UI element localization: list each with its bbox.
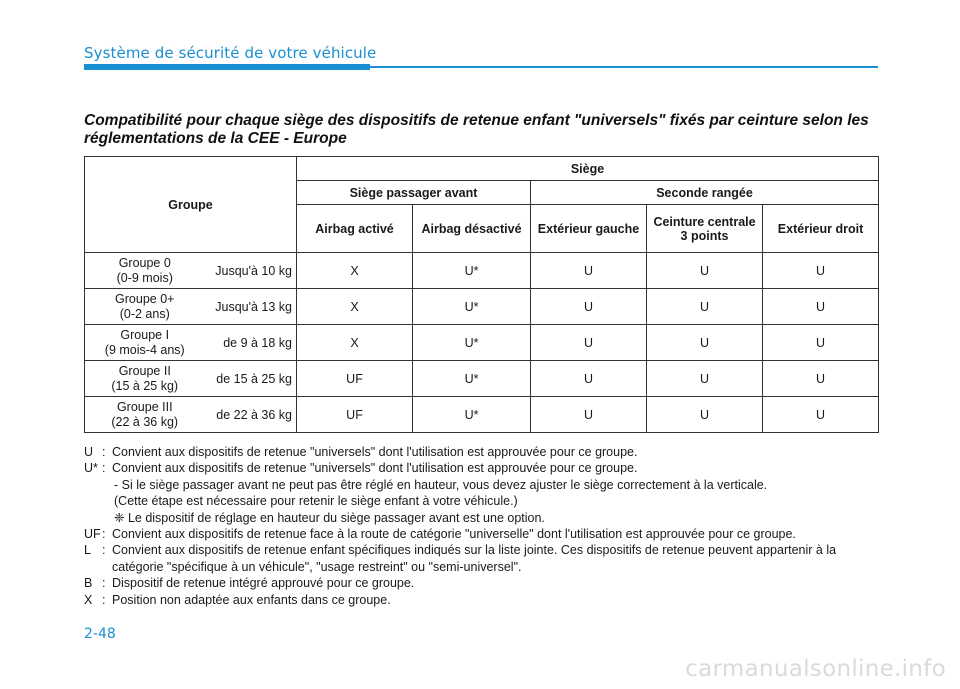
legend-item: U* : Convient aux dispositifs de retenue "universels" dont l'utilisation est approuvée pour ce groupe.	[84, 460, 884, 476]
legend-text: Convient aux dispositifs de retenue "universels" dont l'utilisation est approuvée pour ce groupe.	[112, 445, 638, 459]
header-rule-accent	[84, 64, 370, 70]
value-cell: U	[763, 325, 879, 361]
group-cell: Groupe III (22 à 36 kg)	[85, 397, 205, 433]
weight-cell: de 9 à 18 kg	[205, 325, 297, 361]
value-cell: U	[763, 253, 879, 289]
weight-cell: de 22 à 36 kg	[205, 397, 297, 433]
group-cell: Groupe II (15 à 25 kg)	[85, 361, 205, 397]
legend-text: Convient aux dispositifs de retenue face à la route de catégorie "universelle" dont l'utilisation est approuvée pour ce groupe.	[112, 527, 796, 542]
value-cell: X	[297, 253, 413, 289]
legend-item: L : Convient aux dispositifs de retenue enfant spécifiques indiqués sur la liste jointe. Ces dispositifs de retenue peuvent appartenir à la catégorie "spécifique à un véhicule", "usage restreint" ou "semi-universel".	[84, 542, 884, 575]
legend-item: U : Convient aux dispositifs de retenue "universels" dont l'utilisation est approuvée pour ce groupe.	[84, 444, 884, 460]
value-cell: U	[647, 289, 763, 325]
value-cell: U	[531, 289, 647, 325]
value-cell: U*	[413, 397, 531, 433]
legend-text: Dispositif de retenue intégré approuvé pour ce groupe.	[112, 576, 415, 591]
legend-key: U	[84, 445, 94, 459]
weight-cell: Jusqu'à 10 kg	[205, 253, 297, 289]
option-note: ❈ Le dispositif de réglage en hauteur du siège passager avant est une option.	[114, 510, 545, 525]
value-cell: U	[531, 325, 647, 361]
value-cell: U	[531, 253, 647, 289]
value-cell: U	[531, 397, 647, 433]
header-outer-right: Extérieur droit	[763, 205, 879, 253]
weight-cell: de 15 à 25 kg	[205, 361, 297, 397]
table-row	[85, 253, 879, 289]
compatibility-table	[84, 156, 879, 433]
weight-cell: Jusqu'à 13 kg	[205, 289, 297, 325]
legend-notes	[84, 444, 884, 608]
group-cell: Groupe 0 (0-9 mois)	[85, 253, 205, 289]
value-cell: U	[763, 289, 879, 325]
value-cell: UF	[297, 361, 413, 397]
header-group: Groupe	[85, 157, 297, 253]
value-cell: U	[763, 361, 879, 397]
document-title: Compatibilité pour chaque siège des dispositifs de retenue enfant "universels" fixés par ceinture selon les réglementations de la CEE - Europe	[84, 112, 869, 147]
value-cell: U	[531, 361, 647, 397]
group-cell: Groupe 0+ (0-2 ans)	[85, 289, 205, 325]
value-cell: U	[647, 253, 763, 289]
value-cell: U*	[413, 325, 531, 361]
table-row	[85, 397, 879, 433]
legend-key: U*	[84, 461, 98, 476]
value-cell: X	[297, 289, 413, 325]
legend-text: Position non adaptée aux enfants dans ce groupe.	[112, 592, 391, 607]
page-number: 2-48	[84, 626, 116, 642]
header-airbag-on: Airbag activé	[297, 205, 413, 253]
legend-subnote: - Si le siège passager avant ne peut pas être réglé en hauteur, vous devez ajuster le siège correctement à la verticale.	[114, 477, 768, 492]
value-cell: UF	[297, 397, 413, 433]
header-airbag-off: Airbag désactivé	[413, 205, 531, 253]
value-cell: U	[647, 361, 763, 397]
table-row	[85, 361, 879, 397]
header-center-belt: Ceinture centrale 3 points	[647, 205, 763, 253]
header-front-seat: Siège passager avant	[297, 181, 531, 205]
legend-item: B : Dispositif de retenue intégré approuvé pour ce groupe.	[84, 575, 884, 591]
legend-key: X	[84, 592, 93, 607]
group-cell: Groupe I (9 mois-4 ans)	[85, 325, 205, 361]
value-cell: U*	[413, 361, 531, 397]
legend-item: X : Position non adaptée aux enfants dans ce groupe.	[84, 592, 884, 608]
legend-key: L	[84, 543, 91, 558]
header-rear-row: Seconde rangée	[531, 181, 879, 205]
value-cell: U	[647, 325, 763, 361]
value-cell: U	[763, 397, 879, 433]
legend-subnote: (Cette étape est nécessaire pour retenir le siège enfant à votre véhicule.)	[114, 494, 518, 509]
legend-key: B	[84, 576, 93, 591]
header-outer-left: Extérieur gauche	[531, 205, 647, 253]
legend-key: UF	[84, 527, 101, 542]
header-seat: Siège	[297, 157, 879, 181]
value-cell: U	[647, 397, 763, 433]
legend-text: Convient aux dispositifs de retenue "universels" dont l'utilisation est approuvée pour ce groupe.	[112, 461, 638, 476]
legend-item: UF : Convient aux dispositifs de retenue face à la route de catégorie "universelle" dont l'utilisation est approuvée pour ce groupe.	[84, 526, 884, 542]
watermark: carmanualsonline.info	[685, 656, 946, 682]
table-row	[85, 325, 879, 361]
value-cell: U*	[413, 253, 531, 289]
section-title: Système de sécurité de votre véhicule	[84, 44, 377, 62]
value-cell: X	[297, 325, 413, 361]
legend-text: Convient aux dispositifs de retenue enfant spécifiques indiqués sur la liste jointe. Ces dispositifs de retenue peuvent appartenir à la catégorie "spécifique à un véhicule", "usage restreint" ou "semi-universel".	[112, 543, 837, 574]
value-cell: U*	[413, 289, 531, 325]
table-row	[85, 289, 879, 325]
